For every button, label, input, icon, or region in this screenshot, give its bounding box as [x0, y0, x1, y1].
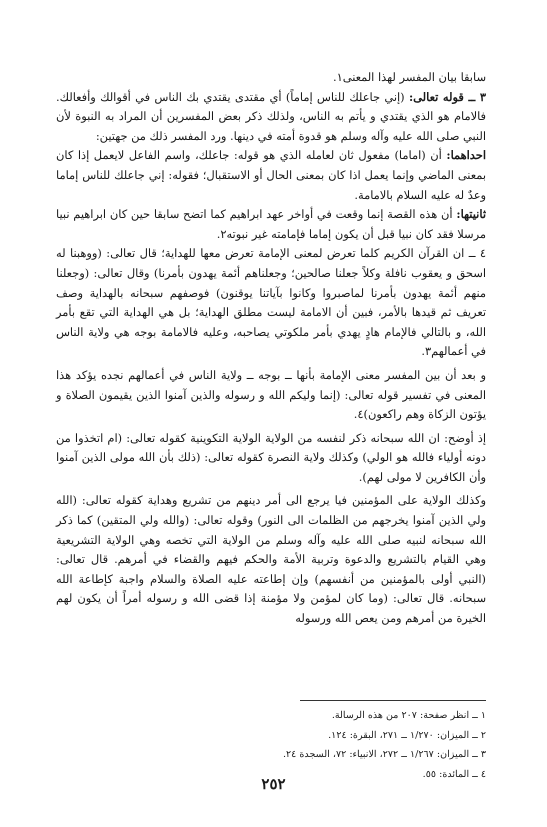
paragraph-3-text: أن (اماما) مفعول ثان لعامله الذي هو قوله: جاعلك، واسم الفاعل لايعمل إذا كان بمعنى الماضي وإنما يعمل اذا كان بمعنى الحال أو الاستقبال؛ فقوله: إني جاعلك للناس إماما وعدٌ له عليه السلام بالامامة. [56, 148, 486, 202]
page-number: ٢٥٢ [261, 775, 286, 793]
paragraph-5-text: ٤ ــ ان القرآن الكريم كلما تعرض لمعنى الإمامة تعرض معها للهداية؛ قال تعالى: (ووهبنا له اسحق و يعقوب نافلة وكلاً جعلنا صالحين؛ وجعلناهم أئمة يهدون بأمرنا) وقال تعالى: (وجعلنا منهم أئمة يهدون بأمرنا لماصبروا وكانوا بآياتنا يوقنون) فوصفهم سبحانه بالهداية وصف تعريف ثم قيدها بالأمر، فبين أن الامامة ليست مطلق الهداية؛ بل هي الهداية التي تقع بأمر الله، و بالتالي فالإمام هادٍ يهدي بأمر ملكوتي يصاحبه، وعليه فالامامة بوجه هي ولاية الناس في أعمالهم٣. [56, 246, 486, 359]
paragraph-1-text: سابقا بيان المفسر لهذا المعنى١. [332, 70, 486, 84]
paragraph-3-lead: احداهما: [446, 148, 486, 163]
paragraph-7-text: إذ أوضح: ان الله سبحانه ذكر لنفسه من الولاية الولاية التكوينية كقوله تعالى: (ام اتخذوا من دونه أولياء فالله هو الولي) وكذلك ولاية النصرة كقوله تعالى: (ذلك بأن الله مولى الذين آمنوا وأن الكافرين لا مولى لهم). [56, 430, 486, 484]
paragraph-5 [56, 244, 486, 362]
body-text [56, 68, 486, 629]
footnote-2: ٢ ــ الميزان: ١/٢٧٠ ــ ٢٧١، البقرة: ١٢٤. [328, 729, 486, 741]
paragraph-7 [56, 429, 486, 488]
paragraph-3 [56, 146, 486, 205]
paragraph-4-lead: ثانيتها: [456, 207, 486, 222]
footnote-4: ٤ ــ المائدة: ٥٥. [422, 768, 486, 780]
footnote-1: ١ ــ انظر صفحة: ٢٠٧ من هذه الرسالة. [331, 710, 486, 721]
paragraph-6 [56, 366, 486, 425]
paragraph-4 [56, 205, 486, 244]
footnotes [56, 706, 486, 784]
paragraph-4-text: أن هذه القصة إنما وقعت في أواخر عهد ابراهيم كما اتضح سابقا حين كان ابراهيم نبيا مرسلا فقد كان نبيا قبل أن يكون إماما فإمامته غير نبوته٢. [56, 207, 486, 241]
paragraph-2 [56, 88, 486, 147]
paragraph-6-text: و بعد أن بين المفسر معنى الإمامة بأنها ــ بوجه ــ ولاية الناس في أعمالهم نجده يؤكد هذا المعنى في تفسير قوله تعالى: (إنما وليكم الله و رسوله والذين آمنوا الذين يقيمون الصلاة و يؤتون الزكاة وهم راكعون)٤. [56, 367, 486, 422]
paragraph-2-text: (إني جاعلك للناس إماماً) أي مقتدى يقتدي بك الناس في أقوالك وأفعالك. فالامام هو الذي يقتدي و يأتم به الناس، ولذلك ذكر بعض المفسرين أن المراد به النبوة لأن النبي صلى الله عليه وآله وسلم هو قدوة أمته في دينها. ورد المفسر ذلك من جهتين: [56, 89, 486, 143]
paragraph-2-lead: ٣ ــ قوله تعالى: [408, 89, 486, 104]
paragraph-8 [56, 491, 486, 628]
footnote-3: ٣ ــ الميزان: ١/٢٦٧ ــ ٢٧٢، الانبياء: ٧٢، السجدة ٢٤. [282, 749, 486, 760]
paragraph-1 [56, 68, 486, 88]
paragraph-8-text: وكذلك الولاية على المؤمنين فيا يرجع الى أمر دينهم من تشريع وهداية كقوله تعالى: (الله ولي الذين آمنوا يخرجهم من الظلمات الى النور) وقوله تعالى: (والله ولي المتقين) كما ذكر الله سبحانه لنبيه صلى الله عليه وآله وسلم من الولاية التي تخصه وهي الولاية التشريعية وهي القيام بالتشريع والدعوة وتربية الأمة والحكم فيهم والقضاء في أمرهم. قال تعالى: (النبي أولى بالمؤمنين من أنفسهم) وإن إطاعته عليه الصلاة والسلام واجبة كإطاعة الله سبحانه. قال تعالى: (وما كان لمؤمن ولا مؤمنة إذا قضى الله و رسوله أمراً أن يكون لهم الخيرة من أمرهم ومن يعص الله ورسوله [56, 493, 486, 626]
footnote-divider [300, 700, 486, 701]
